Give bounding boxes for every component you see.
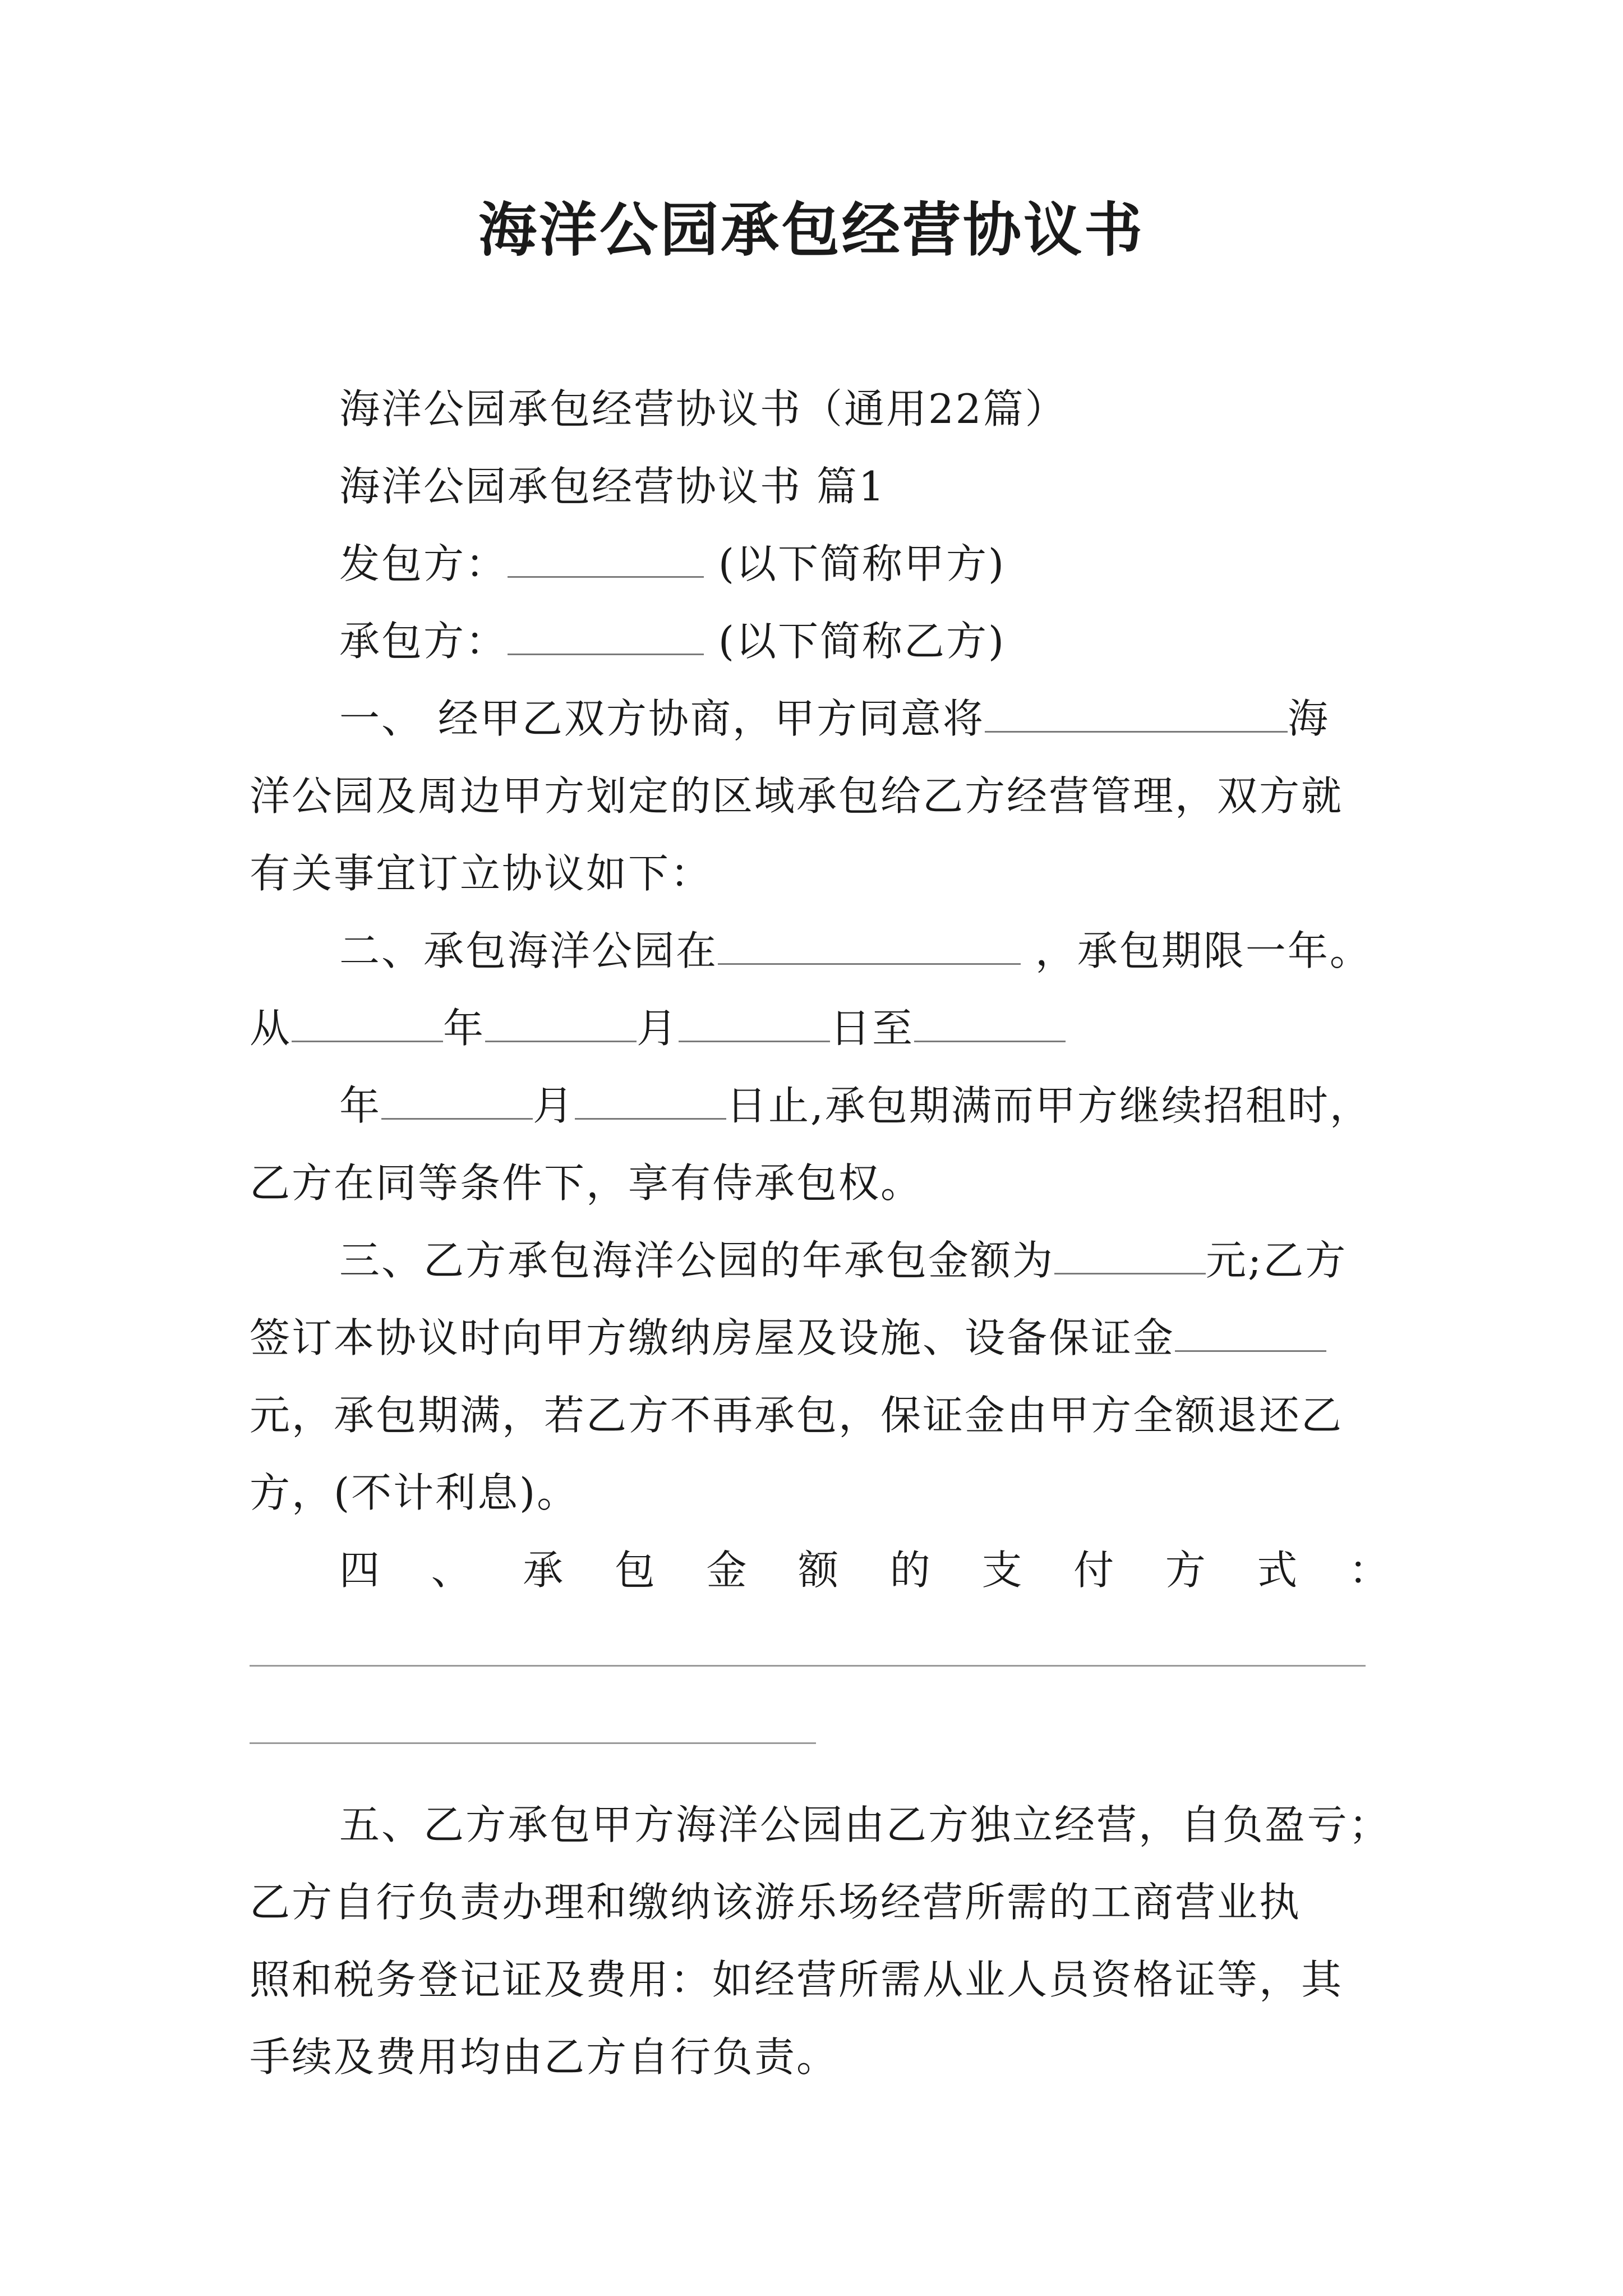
clause-2-line-2 [250,990,1391,1067]
clause-3-line-2 [250,1299,1391,1377]
clause-1-line-2 [250,757,1391,835]
clause-5-line-3 [250,1941,1391,2018]
clause-2-text-tail: ，承包期限一年。 [1035,927,1372,974]
document-title: 海洋公园承包经营协议书 [478,195,1145,264]
clause-2-line-1 [250,912,1391,990]
clause-3-text-2: 签订本协议时向甲方缴纳房屋及设施、设备保证金 [250,1314,1175,1361]
clause-5-text-3: 照和税务登记证及费用：如经营所需从业人员资格证等，其 [250,1956,1344,2003]
subtitle-line [250,370,1391,448]
clause-5-line-1 [250,1786,1391,1864]
start-month-blank [485,992,637,1042]
contractee-line [250,602,1391,680]
clause-2-month: 月 [637,1005,679,1052]
clause-2-end-text: 日止,承包期满而甲方继续招租时， [726,1082,1372,1129]
clause-3-text-tail: 元;乙方 [1206,1237,1348,1284]
clause-2-blank-location [718,915,1021,965]
clause-1-text: 一、 经甲乙双方协商，甲方同意将 [339,695,985,742]
clause-2-from: 从 [250,1005,292,1052]
section-heading-line [250,448,1391,525]
end-month-blank [381,1070,533,1120]
clause-5-line-4 [250,2018,1391,2096]
clause-5-line-2 [250,1864,1391,1941]
payment-method-blank [250,1609,1391,1764]
document-body [250,370,1391,2096]
clause-3-line-3 [250,1377,1391,1454]
clause-5-text-2: 乙方自行负责办理和缴纳该游乐场经营所需的工商营业执 [250,1879,1302,1926]
clause-2-day-to: 日至 [830,1005,915,1052]
section-heading-text: 海洋公园承包经营协议书 篇1 [339,463,886,510]
clause-2-year: 年 [443,1005,486,1052]
annual-amount-blank [1054,1225,1206,1274]
subtitle-text: 海洋公园承包经营协议书（通用22篇） [339,385,1067,432]
contractor-note: (以下简称甲方) [718,540,1006,587]
clause-1-text-3: 有关事宜订立协议如下： [250,850,713,897]
clause-3-line-1 [250,1222,1391,1299]
payment-blank-rule-2 [250,1742,816,1744]
clause-1-text-tail: 海 [1287,695,1330,742]
contractor-line [250,525,1391,602]
start-day-blank [679,992,830,1042]
payment-blank-rule-1 [250,1665,1366,1667]
clause-2-line-3 [250,1067,1391,1144]
clause-3-text: 三、乙方承包海洋公园的年承包金额为 [339,1237,1055,1284]
clause-2-end-year: 年 [339,1082,382,1129]
clause-1-text-2: 洋公园及周边甲方划定的区域承包给乙方经营管理，双方就 [250,772,1344,820]
clause-1-line-1 [250,680,1391,757]
clause-3-text-3: 元，承包期满，若乙方不再承包，保证金由甲方全额退还乙 [250,1392,1344,1439]
clause-5-text-4: 手续及费用均由乙方自行负责。 [250,2033,839,2081]
contractee-label: 承包方： [339,618,508,665]
contractor-label: 发包方： [339,540,508,587]
end-day-blank [575,1070,726,1120]
contractor-blank [508,528,704,578]
clause-3-text-4: 方，(不计利息)。 [250,1469,579,1516]
clause-2-end-month: 月 [533,1082,575,1129]
start-year-blank [292,992,443,1042]
clause-1-blank [985,683,1288,733]
contractee-note: (以下简称乙方) [718,618,1006,665]
deposit-blank [1175,1302,1326,1352]
clause-1-line-3 [250,835,1391,912]
contractee-blank [508,605,704,655]
clause-4-line: 四 、 承 包 金 额 的 支 付 方 式 ： [339,1547,1391,1594]
clause-5-text: 五、乙方承包甲方海洋公园由乙方独立经营，自负盈亏； [339,1801,1391,1848]
clause-3-line-4 [250,1454,1391,1531]
clause-2-priority-text: 乙方在同等条件下，享有侍承包权。 [250,1159,923,1207]
clause-2-text: 二、承包海洋公园在 [339,927,718,974]
end-year-blank [914,992,1066,1042]
clause-2-line-4 [250,1144,1391,1222]
